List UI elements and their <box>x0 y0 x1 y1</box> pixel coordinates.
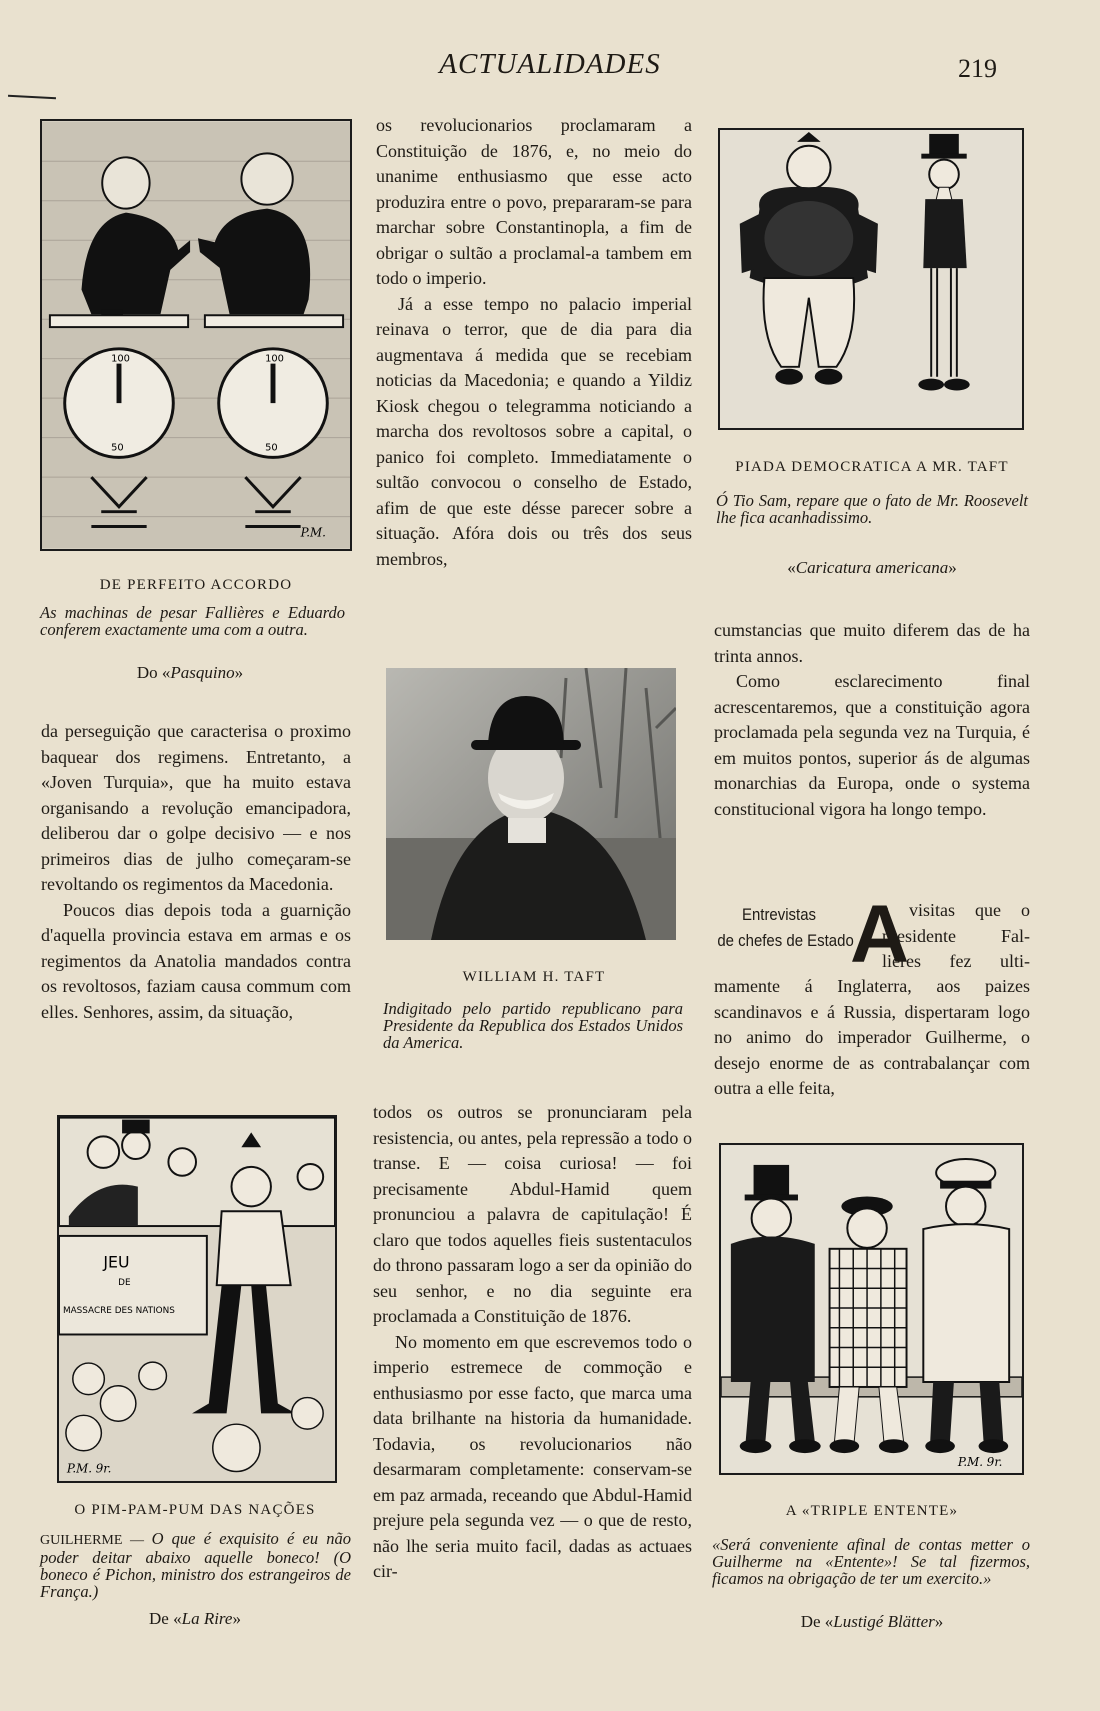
article-right-column <box>714 618 1030 822</box>
fig3-source-name: La Rire <box>181 1609 233 1628</box>
fig2-caption: Ó Tio Sam, repare que o fato de Mr. Roosevelt lhe fica acanhadissimo. <box>716 491 1028 527</box>
portrait-image <box>386 668 676 940</box>
taft-uncle-sam-illustration <box>720 130 1022 428</box>
paragraph: todos os outros se pronunciaram pela resistencia, ou antes, pela repressão a todo o transe. E — coisa curiosa! — foi precisamente Abdul-Hamid quem pronunciou a palavra de capitulação! É claro que todos aquelles fieis sustentaculos do throno passaram logo a ser da opinião do seu senhor, e no dia seguinte era proclamada a Constituição de 1876. <box>373 1102 692 1326</box>
fig2-title: PIADA DEMOCRATICA A MR. TAFT <box>735 459 1009 475</box>
photo-caption: Indigitado pelo partido republicano para Presidente da Republica dos Estados Unidos da America. <box>383 999 683 1052</box>
portrait-photo-taft <box>386 668 676 940</box>
paragraph: Como esclarecimento final acrescentaremos, que a constituição agora proclamada pela segunda vez na Turquia, é em muitos pontos, superior ás de algumas monarchias da Europa, onde o systema constitucional vigora ha longo tempo. <box>714 671 1030 819</box>
fig1-caption: As machinas de pesar Fallières e Eduardo conferem exactamente uma com a outra. <box>40 603 345 639</box>
game-of-nations-illustration <box>59 1117 335 1481</box>
fig1-source: Do «Pasquino» <box>136 663 244 682</box>
svg-text:100: 100 <box>265 353 284 365</box>
fig4-source-name: Lustigé Blätter <box>833 1612 935 1631</box>
running-title: ACTUALIDADES <box>439 48 661 80</box>
svg-text:MASSACRE DES NATIONS: MASSACRE DES NATIONS <box>62 1305 175 1316</box>
article-center-column-top <box>376 113 692 572</box>
page-edge-mark <box>8 95 56 100</box>
cartoon-piada-democratica <box>718 128 1024 430</box>
svg-text:50: 50 <box>111 442 124 454</box>
svg-text:JEU: JEU <box>103 1252 130 1272</box>
artist-signature: P.M. 9r. <box>957 1454 1003 1469</box>
artist-signature: P.M. <box>300 525 326 540</box>
article-center-column-bottom <box>373 1100 692 1585</box>
page-number: 219 <box>958 54 997 83</box>
fig2-source-name: Caricatura americana <box>795 558 949 577</box>
svg-text:50: 50 <box>265 442 278 454</box>
photo-title: WILLIAM H. TAFT <box>462 969 606 985</box>
cartoon-pim-pam-pum <box>57 1115 337 1483</box>
section-body-text: mamente á Inglaterra, aos paizes scandinavos e á Russia, dispertaram logo no animo do imperador Guilherme, o desejo enorme de as contrabalançar com outra a elle feita, <box>714 976 1030 1098</box>
drop-cap-letter: A <box>850 889 910 980</box>
weighing-scales-illustration <box>42 121 350 549</box>
paragraph: Já a esse tempo no palacio imperial reinava o terror, que de dia para dia augmentava á medida que se recebiam noticias da Macedonia; e quando a Yildiz Kiosk chegou o telegramma noticiando a marcha dos revoltosos sobre a capital, o panico foi completo. Immediatamente o sultão convocou o conselho de Estado, afim de que este désse parecer sobre a situação. Afóra dois ou três dos seus membros, <box>376 293 692 569</box>
cartoon-perfeito-accordo <box>40 119 352 551</box>
section-side-label: Entrevistas de chefes de Estado <box>717 905 854 950</box>
fig4-title: A «TRIPLE ENTENTE» <box>785 1503 959 1519</box>
paragraph: cumstancias que muito diferem das de ha trinta annos. <box>714 620 1030 666</box>
svg-text:100: 100 <box>111 353 130 365</box>
fig1-title: DE PERFEITO ACCORDO <box>99 577 293 593</box>
fig2-source: «Caricatura americana» <box>787 558 957 577</box>
paragraph: Poucos dias depois toda a guarnição d'aquella provincia estava em armas e os regimentos da Anatolia mandados contra os revoltosos, faziam causa commum com elles. Senhores, assim, da situação, <box>41 899 351 1022</box>
article-left-column <box>41 719 351 1025</box>
artist-signature: P.M. 9r. <box>66 1461 112 1476</box>
section-entrevistas <box>714 889 1030 1098</box>
fig4-source: De «Lustigé Blätter» <box>800 1612 944 1631</box>
paragraph: os revolucionarios proclamaram a Constituição de 1876, e, no meio do unanime enthusiasmo que esse acto produzira entre o povo, prepararam-se para marchar sobre Constantinopla, a fim de obrigar o sultão a proclamal-a tambem em todo o imperio. <box>376 115 692 288</box>
fig4-caption: «Será conveniente afinal de contas metter o Guilherme na «Entente»! Se tal fizermos, ficamos na obrigação de ter um exercito.» <box>712 1535 1030 1588</box>
svg-text:DE: DE <box>118 1278 131 1289</box>
paragraph: da perseguição que caracterisa o proximo baquear dos regimens. Entretanto, a «Joven Turquia», que ha muito estava organisando a revolução emancipadora, deliberou dar o golpe decisivo — e nos primeiros dias de julho começaram-se revoltando os regimentos da Macedonia. <box>41 721 351 894</box>
fig3-source: De «La Rire» <box>149 1609 241 1628</box>
fig1-source-name: Pasquino <box>170 663 235 682</box>
fig3-title: O PIM-PAM-PUM DAS NAÇÕES <box>74 1502 316 1518</box>
cartoon-triple-entente <box>719 1143 1024 1475</box>
drop-cap-lines: s visitas que o presidente Fal- lières fez ulti- <box>882 900 1030 971</box>
paragraph: No momento em que escrevemos todo o imperio estremece de commoção e enthusiasmo por esse facto, que marca uma data brilhante na historia da humanidade. Todavia, os revolucionarios não desarmaram completamente: conservam-se em paz armada, receando que Abdul-Hamid prejure pela segunda vez — o que de resto, não lhe seria muito facil, dadas as actuaes cir- <box>373 1331 692 1581</box>
fig3-caption: GUILHERME — O que é exquisito é eu não poder deitar abaixo aquelle boneco! (O boneco é Pichon, ministro dos estrangeiros de França.) <box>40 1529 352 1601</box>
triple-entente-illustration <box>721 1145 1022 1473</box>
